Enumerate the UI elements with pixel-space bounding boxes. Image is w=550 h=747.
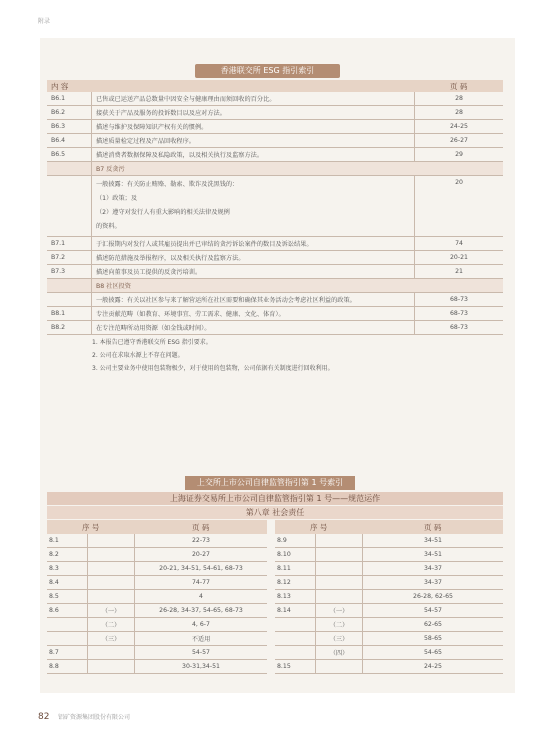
table-header-row xyxy=(275,520,503,534)
table-row xyxy=(275,604,503,618)
table-row xyxy=(275,548,503,562)
sse-index-subtitle: 上海证券交易所上市公司自律监管指引第 1 号——规范运作 xyxy=(47,492,503,505)
general-disclosure xyxy=(92,176,415,237)
disclosure-line: 的资料。 xyxy=(96,223,121,230)
table-row xyxy=(47,576,267,590)
row-code: 8.8 xyxy=(47,660,88,674)
row-page: 74-77 xyxy=(135,576,268,590)
row-page: 54-65 xyxy=(363,646,504,660)
row-content: 描述质量检定过程及产品回收程序。 xyxy=(92,134,415,148)
row-sub: （二） xyxy=(316,618,363,632)
row-page: 34-51 xyxy=(363,548,504,562)
table-row xyxy=(47,590,267,604)
row-page: 20-21, 34-51, 54-61, 68-73 xyxy=(135,562,268,576)
row-content: 专注贡献范畴（如教育、环境事宜、劳工需求、健康、文化、体育）。 xyxy=(92,307,415,321)
table-header-row xyxy=(47,520,267,534)
row-code: B7.2 xyxy=(47,251,92,265)
esg-index-table xyxy=(47,80,503,335)
row-sub xyxy=(316,576,363,590)
row-page: 28 xyxy=(415,92,504,106)
row-sub: （一） xyxy=(88,604,135,618)
row-sub: （一） xyxy=(316,604,363,618)
row-code: 8.15 xyxy=(275,660,316,674)
row-code: 8.4 xyxy=(47,576,88,590)
row-sub: （三） xyxy=(88,632,135,646)
row-page: 22-73 xyxy=(135,534,268,548)
row-code: 8.13 xyxy=(275,590,316,604)
row-code xyxy=(275,632,316,646)
row-sub xyxy=(88,534,135,548)
row-code: 8.10 xyxy=(275,548,316,562)
row-code: B7.3 xyxy=(47,265,92,279)
row-page: 26-28, 34-37, 54-65, 68-73 xyxy=(135,604,268,618)
disclosure-line: 一般披露：有关防止贿赂、勒索、欺诈及洗黑钱的： xyxy=(96,181,239,188)
row-page: 21 xyxy=(415,265,504,279)
disclosure-line: （2）遵守对发行人有重大影响的相关法律及规例 xyxy=(96,209,230,216)
table-header-row xyxy=(47,80,503,92)
row-code: B6.5 xyxy=(47,148,92,162)
row-content: 在专注范畴所动用资源（如金钱或时间）。 xyxy=(92,321,415,335)
no-column-header: 序 号 xyxy=(47,520,135,534)
row-content: 描述向董事及员工提供的反贪污培训。 xyxy=(92,265,415,279)
row-page: 20-21 xyxy=(415,251,504,265)
disclosure-line: （1）政策；及 xyxy=(96,195,138,202)
table-row xyxy=(47,534,267,548)
table-row xyxy=(47,321,503,335)
table-row xyxy=(47,660,267,674)
row-code: 8.1 xyxy=(47,534,88,548)
row-page: 28 xyxy=(415,106,504,120)
section-row-b8 xyxy=(47,279,503,293)
table-row xyxy=(275,632,503,646)
row-content: 描述消费者数据保障及私隐政策，以及相关执行及监察方法。 xyxy=(92,148,415,162)
row-code: B6.1 xyxy=(47,92,92,106)
row-sub xyxy=(316,534,363,548)
row-code: B6.2 xyxy=(47,106,92,120)
row-code: 8.3 xyxy=(47,562,88,576)
row-code: B8.1 xyxy=(47,307,92,321)
row-page: 68-73 xyxy=(415,321,504,335)
sse-table-left xyxy=(47,520,267,674)
table-row xyxy=(275,660,503,674)
row-code: 8.5 xyxy=(47,590,88,604)
note-item: 1. 本报告已遵守香港联交所 ESG 指引要求。 xyxy=(92,339,212,346)
table-row xyxy=(47,237,503,251)
table-row xyxy=(47,134,503,148)
row-sub xyxy=(316,548,363,562)
row-code: B8.2 xyxy=(47,321,92,335)
row-sub: （四） xyxy=(316,646,363,660)
table-row xyxy=(47,176,503,237)
row-page: 4 xyxy=(135,590,268,604)
row-page: 68-73 xyxy=(415,307,504,321)
row-page: 68-73 xyxy=(415,293,504,307)
row-code xyxy=(275,618,316,632)
page-column-header: 页 码 xyxy=(415,80,504,92)
sse-chapter-title: 第八章 社会责任 xyxy=(47,506,503,519)
section-row-b7 xyxy=(47,162,503,176)
row-page: 54-57 xyxy=(363,604,504,618)
table-row xyxy=(275,562,503,576)
table-row xyxy=(275,618,503,632)
row-page: 34-51 xyxy=(363,534,504,548)
company-name: 铝矿资源集团股份有限公司 xyxy=(58,714,131,721)
row-sub: （二） xyxy=(88,618,135,632)
no-column-header: 序 号 xyxy=(275,520,363,534)
sse-index-title: 上交所上市公司自律监管指引第 1 号索引 xyxy=(185,476,355,490)
row-page: 58-65 xyxy=(363,632,504,646)
row-page: 29 xyxy=(415,148,504,162)
page-footer xyxy=(38,712,130,722)
row-sub xyxy=(88,576,135,590)
table-row xyxy=(47,632,267,646)
notes xyxy=(92,336,334,375)
row-code xyxy=(47,632,88,646)
row-sub xyxy=(316,590,363,604)
row-page: 24-25 xyxy=(363,660,504,674)
table-row xyxy=(47,307,503,321)
table-row xyxy=(47,251,503,265)
table-row xyxy=(47,148,503,162)
row-sub: （三） xyxy=(316,632,363,646)
row-page: 26-27 xyxy=(415,134,504,148)
table-row xyxy=(47,92,503,106)
section-label: B7 反贪污 xyxy=(92,162,504,176)
row-code: 8.9 xyxy=(275,534,316,548)
row-page: 30-31,34-51 xyxy=(135,660,268,674)
row-code: 8.2 xyxy=(47,548,88,562)
row-page: 不适用 xyxy=(135,632,268,646)
row-page: 54-57 xyxy=(135,646,268,660)
row-page: 34-37 xyxy=(363,576,504,590)
row-sub xyxy=(88,660,135,674)
table-row xyxy=(47,646,267,660)
row-code xyxy=(47,618,88,632)
page-number: 82 xyxy=(38,712,50,722)
row-content: 已售或已运送产品总数量中因安全与健康理由而须回收的百分比。 xyxy=(92,92,415,106)
row-page: 34-37 xyxy=(363,562,504,576)
row-sub xyxy=(316,562,363,576)
note-item: 2. 公司在求取水源上不存在问题。 xyxy=(92,352,184,359)
page-column-header: 页 码 xyxy=(135,520,268,534)
esg-index-title: 香港联交所 ESG 指引索引 xyxy=(195,64,340,78)
table-row xyxy=(275,576,503,590)
table-row xyxy=(47,120,503,134)
table-row xyxy=(47,604,267,618)
row-content: 描述防范措施及举报程序，以及相关执行及监察方法。 xyxy=(92,251,415,265)
row-code: B6.3 xyxy=(47,120,92,134)
row-content: 描述与维护及保障知识产权有关的惯例。 xyxy=(92,120,415,134)
sse-table-right xyxy=(275,520,503,674)
row-sub xyxy=(88,646,135,660)
table-row xyxy=(47,562,267,576)
table-row xyxy=(47,618,267,632)
table-row xyxy=(47,265,503,279)
table-row xyxy=(47,548,267,562)
page-column-header: 页 码 xyxy=(363,520,504,534)
row-page: 24-25 xyxy=(415,120,504,134)
row-code: B7.1 xyxy=(47,237,92,251)
row-sub xyxy=(88,590,135,604)
table-row xyxy=(275,590,503,604)
row-content: 接获关于产品及服务的投诉数目以及应对方法。 xyxy=(92,106,415,120)
row-code xyxy=(275,646,316,660)
row-page: 20 xyxy=(415,176,504,237)
row-page: 4, 6-7 xyxy=(135,618,268,632)
row-code: 8.6 xyxy=(47,604,88,618)
section-label: B8 社区投资 xyxy=(92,279,504,293)
row-code: 8.14 xyxy=(275,604,316,618)
row-code: B6.4 xyxy=(47,134,92,148)
table-row xyxy=(47,106,503,120)
row-page: 20-27 xyxy=(135,548,268,562)
table-row xyxy=(275,534,503,548)
note-item: 3. 公司主要业务中使用包装物极少，对于使用的包装物，公司依据有关制度进行回收利用。 xyxy=(92,365,334,372)
table-row xyxy=(47,293,503,307)
row-page: 62-65 xyxy=(363,618,504,632)
content-column-header: 内 容 xyxy=(47,80,415,92)
row-code: 8.12 xyxy=(275,576,316,590)
row-content: 一般披露：有关以社区参与来了解营运所在社区需要和确保其业务活动会考虑社区利益的政策。 xyxy=(92,293,415,307)
row-page: 74 xyxy=(415,237,504,251)
table-row xyxy=(275,646,503,660)
row-content: 于汇报期内对发行人或其雇员提出并已审结的贪污诉讼案件的数目及诉讼结果。 xyxy=(92,237,415,251)
row-code: 8.11 xyxy=(275,562,316,576)
row-sub xyxy=(316,660,363,674)
row-page: 26-28, 62-65 xyxy=(363,590,504,604)
section-tag: 附录 xyxy=(38,18,51,25)
row-sub xyxy=(88,562,135,576)
row-code: 8.7 xyxy=(47,646,88,660)
row-sub xyxy=(88,548,135,562)
